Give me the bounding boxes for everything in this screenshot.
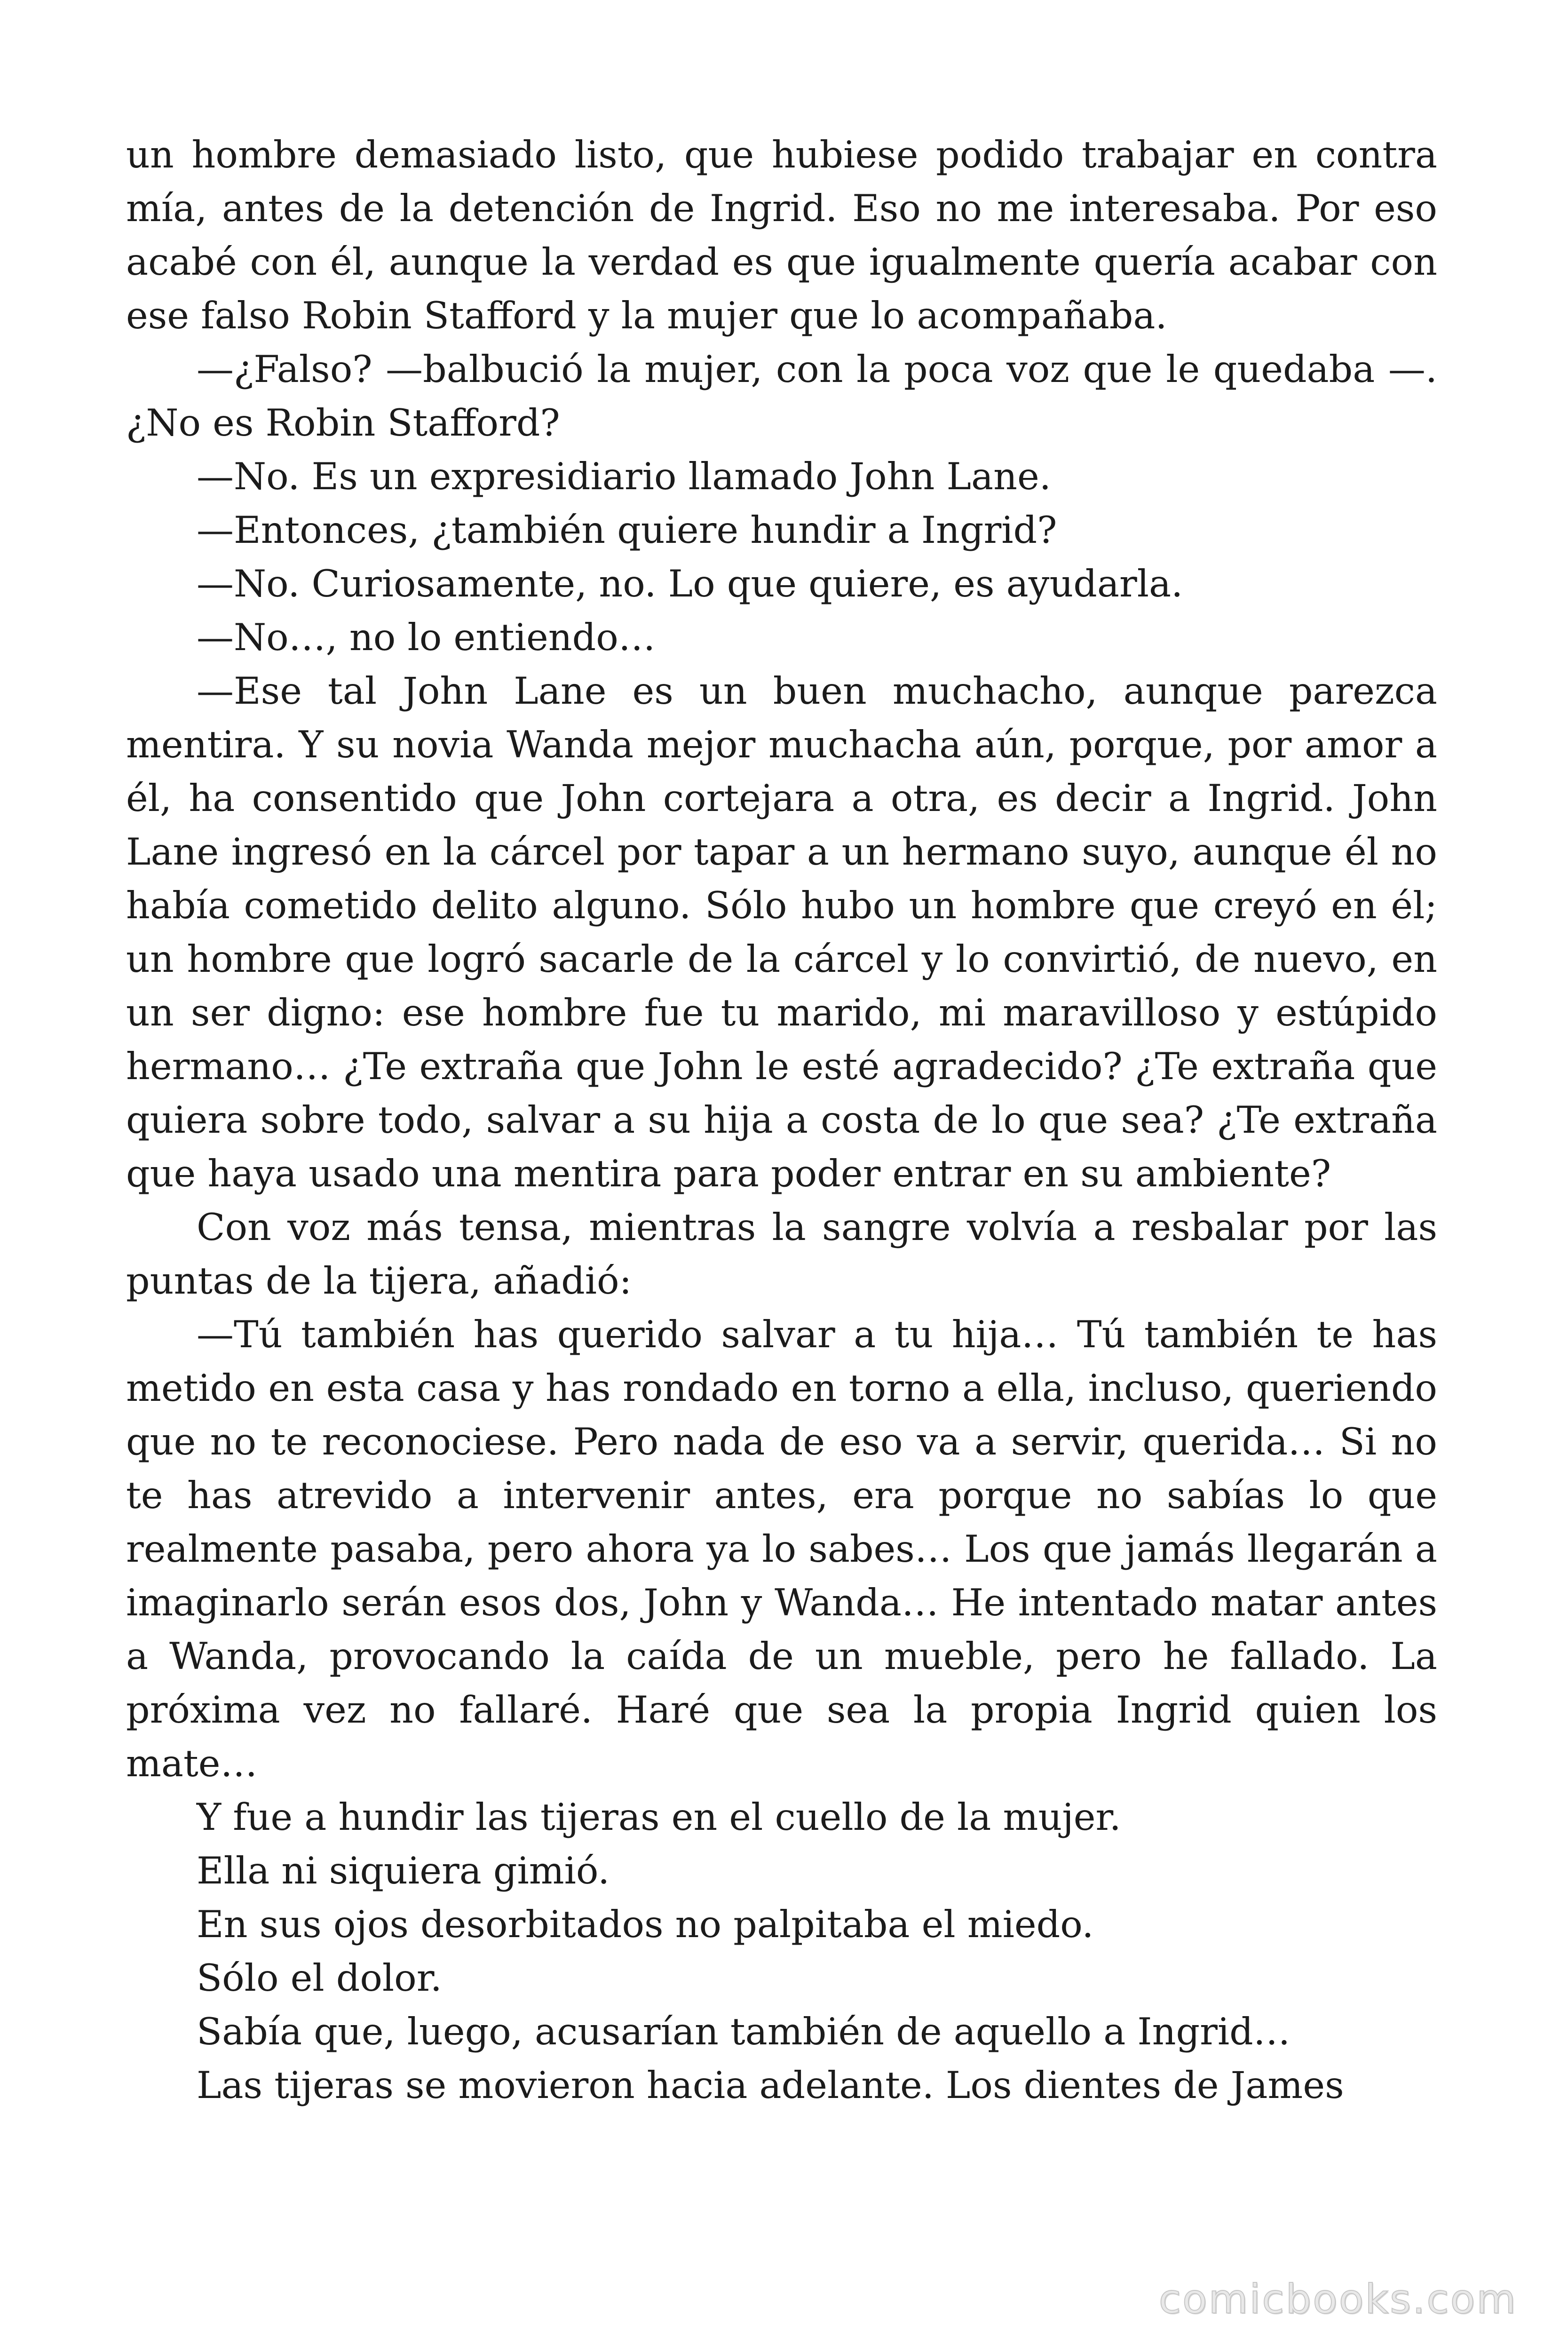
- paragraph-6: —No…, no lo entiendo…: [197, 616, 656, 659]
- paragraph-3: —No. Es un expresidiario llamado John Lane.: [197, 455, 1051, 498]
- paragraph-4: —Entonces, ¿también quiere hundir a Ingrid?: [197, 509, 1057, 552]
- paragraph-12: En sus ojos desorbitados no palpitaba el miedo.: [197, 1903, 1094, 1946]
- paragraph-2: —¿Falso? —balbució la mujer, con la poca voz que le quedaba —. ¿No es Robin Stafford?: [126, 348, 1437, 445]
- paragraph-8: Con voz más tensa, mientras la sangre volvía a resbalar por las puntas de la tijera, añadió:: [126, 1206, 1437, 1303]
- paragraph-10: Y fue a hundir las tijeras en el cuello de la mujer.: [197, 1796, 1121, 1839]
- paragraph-15: Las tijeras se movieron hacia adelante. Los dientes de James: [197, 2064, 1344, 2107]
- paragraph-7: —Ese tal John Lane es un buen muchacho, aunque parezca mentira. Y su novia Wanda mejor muchacha aún, porque, por amor a él, ha consentido que John cortejara a otra, es decir a Ingrid. John Lane ingresó en la cárcel por tapar a un hermano suyo, aunque él no había cometido delito alguno. Sólo hubo un hombre que creyó en él; un hombre que logró sacarle de la cárcel y lo convirtió, de nuevo, en un ser digno: ese hombre fue tu marido, mi maravilloso y estúpido hermano… ¿Te extraña que John le esté agradecido? ¿Te extraña que quiera sobre todo, salvar a su hija a costa de lo que sea? ¿Te extraña que haya usado una mentira para poder entrar en su ambiente?: [126, 669, 1437, 1195]
- paragraph-13: Sólo el dolor.: [197, 1956, 442, 2000]
- paragraph-9: —Tú también has querido salvar a tu hija… Tú también te has metido en esta casa y has rondado en torno a ella, incluso, queriendo que no te reconociese. Pero nada de eso va a servir, querida… Si no te has atrevido a intervenir antes, era porque no sabías lo que realmente pasaba, pero ahora ya lo sabes… Los que jamás llegarán a imaginarlo serán esos dos, John y Wanda… He intentado matar antes a Wanda, provocando la caída de un mueble, pero he fallado. La próxima vez no fallaré. Haré que sea la propia Ingrid quien los mate…: [126, 1313, 1437, 1785]
- paragraph-1: un hombre demasiado listo, que hubiese podido trabajar en contra mía, antes de la detención de Ingrid. Eso no me interesaba. Por eso acabé con él, aunque la verdad es que igualmente quería acabar con ese falso Robin Stafford y la mujer que lo acompañaba.: [126, 133, 1437, 337]
- paragraph-11: Ella ni siquiera gimió.: [197, 1849, 610, 1892]
- paragraph-14: Sabía que, luego, acusarían también de aquello a Ingrid…: [197, 2010, 1291, 2053]
- page-body: [126, 128, 1437, 2112]
- paragraph-5: —No. Curiosamente, no. Lo que quiere, es ayudarla.: [197, 562, 1183, 605]
- watermark: comicbooks.com: [1158, 2276, 1517, 2323]
